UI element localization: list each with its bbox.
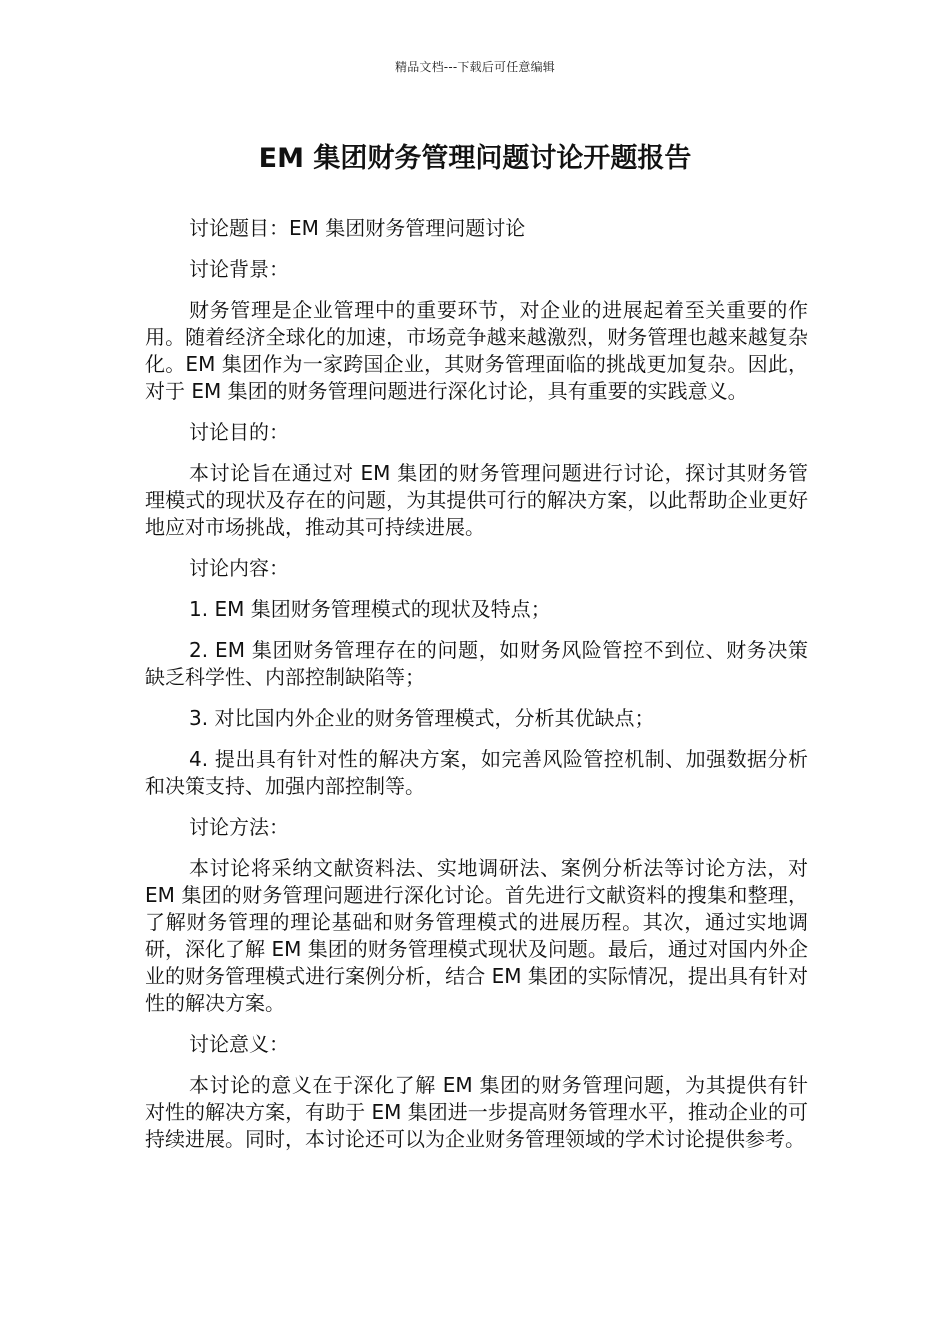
section-heading-content: 讨论内容： [189, 556, 289, 580]
background-paragraph: 财务管理是企业管理中的重要环节，对企业的进展起着至关重要的作用。随着经济全球化的加速，市场竞争越来越激烈，财务管理也越来越复杂化。EM 集团作为一家跨国企业，其财务管理面临的挑战更加复杂。因此，对于 EM 集团的财务管理问题进行深化讨论，具有重要的实践意义。 [145, 298, 808, 403]
section-heading-purpose: 讨论目的： [189, 420, 289, 444]
document-title: EM 集团财务管理问题讨论开题报告 [258, 143, 692, 174]
header-note: 精品文档---下载后可任意编辑 [395, 60, 555, 74]
content-item-3: 3. 对比国内外企业的财务管理模式，分析其优缺点； [189, 706, 655, 730]
content-item-4: 4. 提出具有针对性的解决方案，如完善风险管控机制、加强数据分析和决策支持、加强内部控制等。 [145, 747, 808, 798]
method-paragraph: 本讨论将采纳文献资料法、实地调研法、案例分析法等讨论方法，对 EM 集团的财务管理问题进行深化讨论。首先进行文献资料的搜集和整理，了解财务管理的理论基础和财务管理模式的进展历程。其次，通过实地调研，深化了解 EM 集团的财务管理模式现状及问题。最后，通过对国内外企业的财务管理模式进行案例分析，结合 EM 集团的实际情况，提出具有针对性的解决方案。 [145, 856, 808, 1015]
section-heading-background: 讨论背景： [189, 257, 289, 281]
content-item-2: 2. EM 集团财务管理存在的问题，如财务风险管控不到位、财务决策缺乏科学性、内部控制缺陷等； [145, 638, 808, 689]
section-heading-significance: 讨论意义： [189, 1032, 289, 1056]
purpose-paragraph: 本讨论旨在通过对 EM 集团的财务管理问题进行讨论，探讨其财务管理模式的现状及存在的问题，为其提供可行的解决方案，以此帮助企业更好地应对市场挑战，推动其可持续进展。 [145, 461, 808, 539]
topic-line: 讨论题目：EM 集团财务管理问题讨论 [189, 216, 526, 240]
document-body [145, 215, 808, 1167]
significance-paragraph: 本讨论的意义在于深化了解 EM 集团的财务管理问题，为其提供有针对性的解决方案，有助于 EM 集团进一步提高财务管理水平，推动企业的可持续进展。同时，本讨论还可以为企业财务管理领域的学术讨论提供参考。 [145, 1073, 808, 1151]
section-heading-method: 讨论方法： [189, 815, 289, 839]
content-item-1: 1. EM 集团财务管理模式的现状及特点； [189, 597, 551, 621]
